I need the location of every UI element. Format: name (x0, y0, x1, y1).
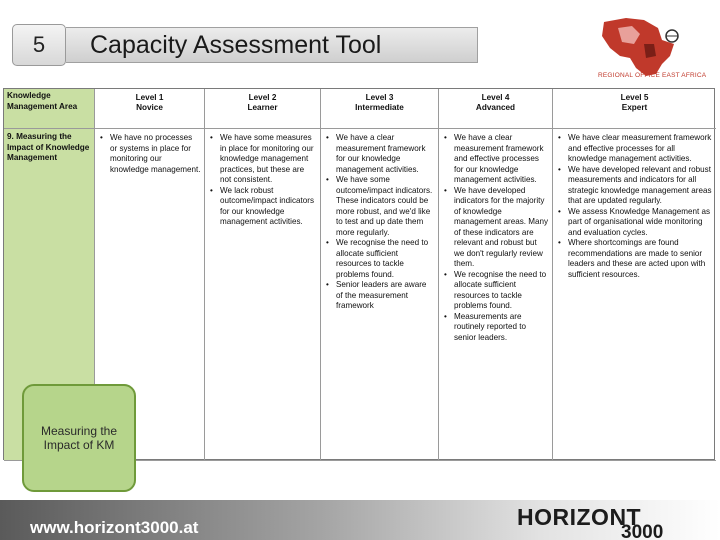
area-cell: 9. Measuring the Impact of Knowledge Management (4, 129, 95, 461)
table-cell-bullet: • We have a clear measurement framework for our knowledge management activities. (325, 133, 435, 175)
horizont-logo (517, 504, 664, 540)
regional-office-logo (596, 14, 708, 92)
slide-title: Capacity Assessment Tool (66, 27, 478, 63)
col-header-level-5 (553, 89, 716, 129)
table-cell-bullet: • We have clear measurement framework and effective processes for all knowledge management activities. (557, 133, 713, 165)
col-header-label: Level 3 Intermediate (355, 93, 404, 112)
col-header-area: Knowledge Management Area (4, 89, 95, 129)
table-cell-bullet: • We have some measures in place for monitoring our knowledge management practices, but these are not consistent. (209, 133, 317, 186)
table-cell-bullet: • Measurements are routinely reported to senior leaders. (443, 312, 549, 344)
level-2-cell (205, 129, 321, 461)
table-cell-bullet: • Where shortcomings are found recommendations are made to senior leaders and these are acted upon with sufficient resources. (557, 238, 713, 280)
table-cell-bullet: • We recognise the need to allocate sufficient resources to tackle problems found. (443, 270, 549, 312)
col-header-label: Level 5 Expert (620, 93, 649, 112)
level-5-cell (553, 129, 716, 461)
table-cell-bullet: • We have some outcome/impact indicators. These indicators could be more robust, and we'd like to test and up date them more regularly. (325, 175, 435, 238)
col-header-label: Level 1 Novice (135, 93, 164, 112)
slide-number: 5 (12, 24, 66, 66)
level-3-cell (321, 129, 439, 461)
col-header-level-1 (95, 89, 205, 129)
col-header-level-3 (321, 89, 439, 129)
logo-number: 3000 (621, 522, 664, 540)
level-4-cell (439, 129, 553, 461)
table-cell-bullet: • We lack robust outcome/impact indicators for our knowledge management activities. (209, 186, 317, 228)
callout-box: Measuring the Impact of KM (22, 384, 136, 492)
table-cell-bullet: • We have developed indicators for the majority of knowledge management areas. Many of these indicators are relevant and robust but we don't regularly review them. (443, 186, 549, 270)
logo-word: HORIZONT (517, 504, 642, 530)
table-cell-bullet: • We recognise the need to allocate sufficient resources to tackle problems found. (325, 238, 435, 280)
logo-caption: REGIONAL OFFICE EAST AFRICA (598, 72, 707, 79)
table-cell-bullet: • We have a clear measurement framework and effective processes for our knowledge management activities. (443, 133, 549, 186)
table-cell-bullet: • We have developed relevant and robust measurements and indicators for all strategic knowledge management areas that are updated regularly. (557, 165, 713, 207)
col-header-label: Level 2 Learner (247, 93, 278, 112)
col-header-level-2 (205, 89, 321, 129)
table-cell-bullet: • We assess Knowledge Management as part of organisational wide monitoring and evaluation cycles. (557, 207, 713, 239)
col-header-label: Level 4 Advanced (475, 93, 516, 112)
col-header-level-4 (439, 89, 553, 129)
africa-map-icon (602, 18, 674, 76)
table-cell-bullet: • We have no processes or systems in place for monitoring our knowledge management. (99, 133, 201, 175)
footer-url[interactable]: www.horizont3000.at (30, 518, 199, 537)
table-cell-bullet: • Senior leaders are aware of the measurement framework (325, 280, 435, 312)
